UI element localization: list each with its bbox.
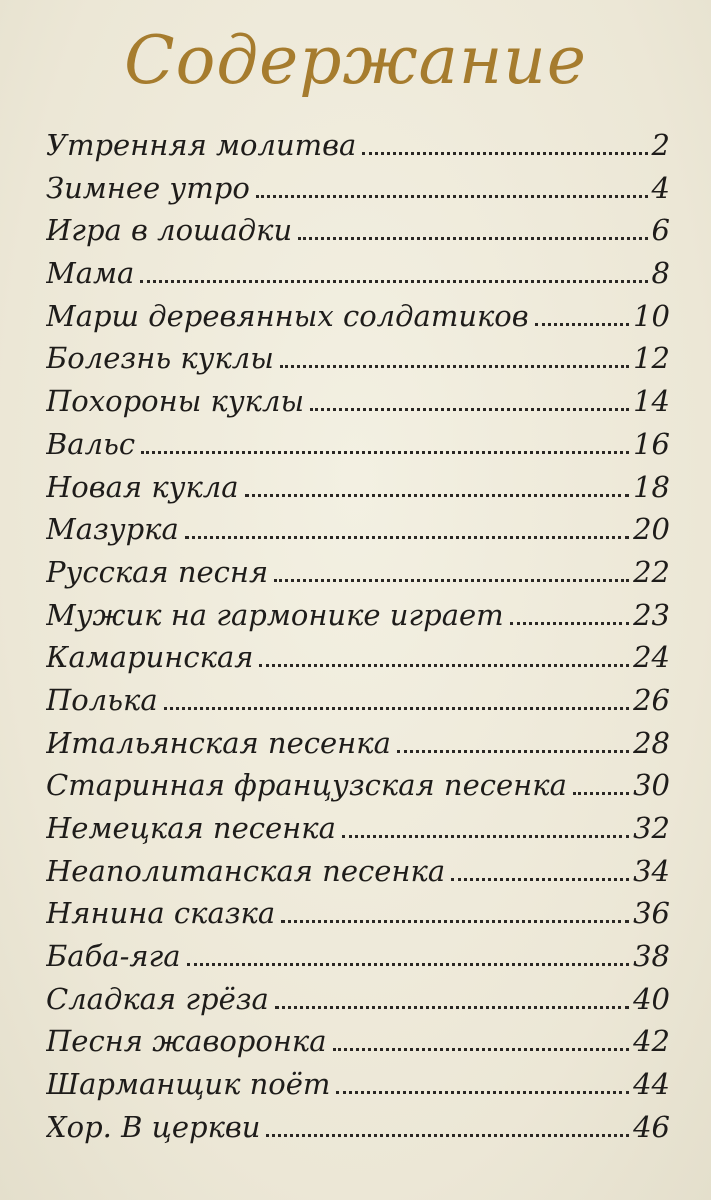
toc-entry-title: Русская песня <box>46 554 269 589</box>
dot-leader <box>140 280 647 283</box>
dot-leader <box>281 920 629 923</box>
toc-entry-page: 46 <box>633 1109 670 1144</box>
toc-entry-page: 28 <box>633 725 670 760</box>
dot-leader <box>535 323 629 326</box>
toc-entry[interactable] <box>46 1020 670 1063</box>
toc-entry-title: Песня жаворонка <box>46 1024 327 1059</box>
toc-entry-page: 22 <box>633 554 670 589</box>
toc-entry[interactable] <box>46 466 670 509</box>
toc-entry-title: Камаринская <box>46 640 254 675</box>
toc-entry-title: Похороны куклы <box>46 384 305 419</box>
toc-entry-title: Зимнее утро <box>46 170 250 205</box>
toc-entry[interactable] <box>46 124 670 167</box>
toc-entry[interactable] <box>46 295 670 338</box>
toc-entry[interactable] <box>46 807 670 850</box>
dot-leader <box>275 1006 629 1009</box>
toc-entry-page: 40 <box>633 981 670 1016</box>
dot-leader <box>187 963 630 966</box>
dot-leader <box>298 237 647 240</box>
toc-entry-page: 32 <box>633 811 670 845</box>
toc-entry-title: Неаполитанская песенка <box>46 853 446 888</box>
toc-entry[interactable] <box>46 679 670 722</box>
toc-entry[interactable] <box>46 764 670 807</box>
toc-entry-page: 30 <box>633 768 670 803</box>
toc-entry-page: 8 <box>651 256 670 291</box>
dot-leader <box>259 664 629 667</box>
toc-entry-page: 26 <box>633 682 670 717</box>
toc-entry-page: 14 <box>633 384 670 419</box>
toc-entry[interactable] <box>46 636 670 679</box>
toc-entry-title: Итальянская песенка <box>46 725 391 760</box>
toc-entry-title: Хор. В церкви <box>46 1109 261 1144</box>
dot-leader <box>185 536 629 539</box>
dot-leader <box>342 835 629 838</box>
toc-entry[interactable] <box>46 850 670 893</box>
toc-entry[interactable] <box>46 1063 670 1106</box>
toc-entry-title: Новая кукла <box>46 469 239 504</box>
toc-entry[interactable] <box>46 978 670 1021</box>
toc-entry-title: Полька <box>46 682 158 717</box>
toc-entry[interactable] <box>46 252 670 295</box>
toc-entry-page: 34 <box>633 853 670 888</box>
dot-leader <box>451 878 629 881</box>
toc-entry-page: 38 <box>633 939 670 974</box>
toc-entry-title: Мужик на гармонике играет <box>46 597 504 632</box>
toc-entry-title: Старинная французская песенка <box>46 768 567 803</box>
toc-entry[interactable] <box>46 551 670 594</box>
toc-entry[interactable] <box>46 892 670 935</box>
toc-entry-title: Немецкая песенка <box>46 811 336 845</box>
dot-leader <box>333 1048 630 1051</box>
dot-leader <box>141 451 629 454</box>
toc-entry[interactable] <box>46 209 670 252</box>
table-of-contents <box>46 124 670 1149</box>
toc-entry-page: 16 <box>633 426 670 461</box>
toc-entry-title: Игра в лошадки <box>46 213 293 248</box>
toc-entry[interactable] <box>46 722 670 765</box>
dot-leader <box>362 152 647 155</box>
toc-entry-page: 10 <box>633 298 670 333</box>
toc-entry-title: Болезнь куклы <box>46 341 274 376</box>
toc-entry-title: Шарманщик поёт <box>46 1067 331 1102</box>
dot-leader <box>310 408 629 411</box>
dot-leader <box>510 622 629 625</box>
dot-leader <box>336 1091 629 1094</box>
toc-entry[interactable] <box>46 337 670 380</box>
toc-entry-page: 36 <box>633 896 670 931</box>
toc-entry[interactable] <box>46 935 670 978</box>
toc-entry-page: 12 <box>633 341 670 376</box>
toc-entry-title: Баба-яга <box>46 939 181 974</box>
toc-entry-page: 18 <box>633 469 670 504</box>
dot-leader <box>245 494 630 497</box>
dot-leader <box>280 365 629 368</box>
toc-entry-title: Мазурка <box>46 512 179 547</box>
toc-entry-title: Мама <box>46 256 135 291</box>
dot-leader <box>274 579 629 582</box>
page-title: Содержание <box>124 22 587 99</box>
toc-entry-title: Сладкая грёза <box>46 981 269 1016</box>
toc-entry-title: Марш деревянных солдатиков <box>46 298 529 333</box>
dot-leader <box>256 195 648 198</box>
dot-leader <box>397 750 629 753</box>
toc-entry[interactable] <box>46 508 670 551</box>
toc-entry[interactable] <box>46 380 670 423</box>
toc-entry-page: 44 <box>633 1067 670 1102</box>
toc-entry-page: 2 <box>651 128 670 162</box>
toc-entry-title: Нянина сказка <box>46 896 276 931</box>
toc-entry-page: 42 <box>633 1024 670 1059</box>
dot-leader <box>266 1134 629 1137</box>
dot-leader <box>573 792 629 795</box>
toc-entry-page: 20 <box>633 512 670 547</box>
toc-entry-page: 4 <box>651 170 670 205</box>
toc-entry-page: 6 <box>651 213 670 248</box>
toc-entry[interactable] <box>46 423 670 466</box>
toc-entry-page: 23 <box>633 597 670 632</box>
toc-entry-page: 24 <box>633 640 670 675</box>
toc-entry-title: Вальс <box>46 426 136 461</box>
toc-entry[interactable] <box>46 594 670 637</box>
dot-leader <box>164 707 629 710</box>
toc-entry[interactable] <box>46 1106 670 1149</box>
toc-entry[interactable] <box>46 167 670 210</box>
toc-entry-title: Утренняя молитва <box>46 128 357 162</box>
